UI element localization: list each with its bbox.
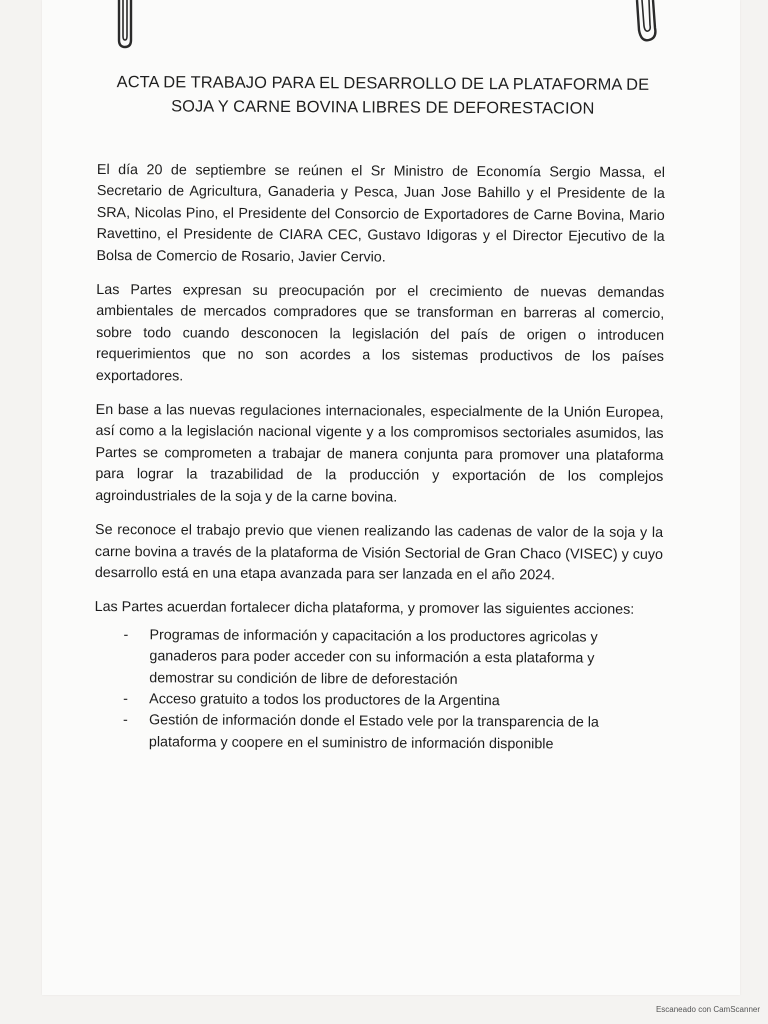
accion-text: Acceso gratuito a todos los productores de la Argentina (149, 691, 500, 710)
list-item (94, 625, 662, 692)
bullet-dash: - (123, 691, 128, 708)
list-item (94, 689, 662, 713)
document-title (93, 70, 673, 121)
paper-clip-right-icon (631, 0, 661, 50)
document-body (94, 160, 665, 756)
paragraph-meeting: El día 20 de septiembre se reúnen el Sr Ministro de Economía Sergio Massa, el Secretario de Agricultura, Ganaderia y Pesca, Juan Jose Bahillo y el Presidente de la SRA, Nicolas Pino, el Presidente del Consorcio de Exportadores de Carne Bovina, Mario Ravettino, el Presidente de CIARA CEC, Gustavo Idigoras y el Director Ejecutivo de la Bolsa de Comercio de Rosario, Javier Cervio. (96, 161, 665, 266)
paper-clip-left-icon (114, 0, 136, 50)
bullet-dash: - (123, 626, 129, 643)
paragraph-concern: Las Partes expresan su preocupación por el crecimiento de nuevas demandas ambientales de mercados compradores que se transforman en barreras al comercio, sobre todo cuando desconocen la legislación del país de origen o introducen requerimientos que no son acordes a los sistemas productivos de los países exportadores. (95, 282, 665, 385)
paragraph-acciones-intro: Las Partes acuerdan fortalecer dicha plataforma, y promover las siguientes acciones: (94, 599, 635, 619)
list-item (94, 710, 662, 756)
title-line-1: ACTA DE TRABAJO PARA EL DESARROLLO DE LA PLATAFORMA DE (116, 73, 650, 94)
accion-text: Gestión de información donde el Estado vele por la transparencia de la plataforma y coopere en el suministro de información disponible (148, 712, 599, 753)
bullet-dash: - (123, 712, 128, 729)
accion-text: Programas de información y capacitación a los productores agricolas y ganaderos para poder acceder con su información a esta plataforma y demostrar su condición de libre de deforestación (149, 627, 598, 688)
paragraph-visec: Se reconoce el trabajo previo que vienen realizando las cadenas de valor de la soja y la carne bovina a través de la plataforma de Visión Sectorial de Gran Chaco (VISEC) y cuyo desarrollo está en una etapa avanzada para ser lanzada en el año 2024. (94, 522, 664, 584)
scanner-watermark: Escaneado con CamScanner (655, 1005, 760, 1014)
title-line-2: SOJA Y CARNE BOVINA LIBRES DE DEFORESTACION (171, 97, 595, 118)
acciones-list (94, 625, 663, 756)
paragraph-commitment: En base a las nuevas regulaciones internacionales, especialmente de la Unión Europea, así como a la legislación nacional vigente y a los compromisos sectoriales asumidos, las Partes se comprometen a trabajar de manera conjunta para promover una plataforma para lograr la trazabilidad de la producción y exportación de los complejos agroindustriales de la soja y de la carne bovina. (95, 402, 664, 506)
